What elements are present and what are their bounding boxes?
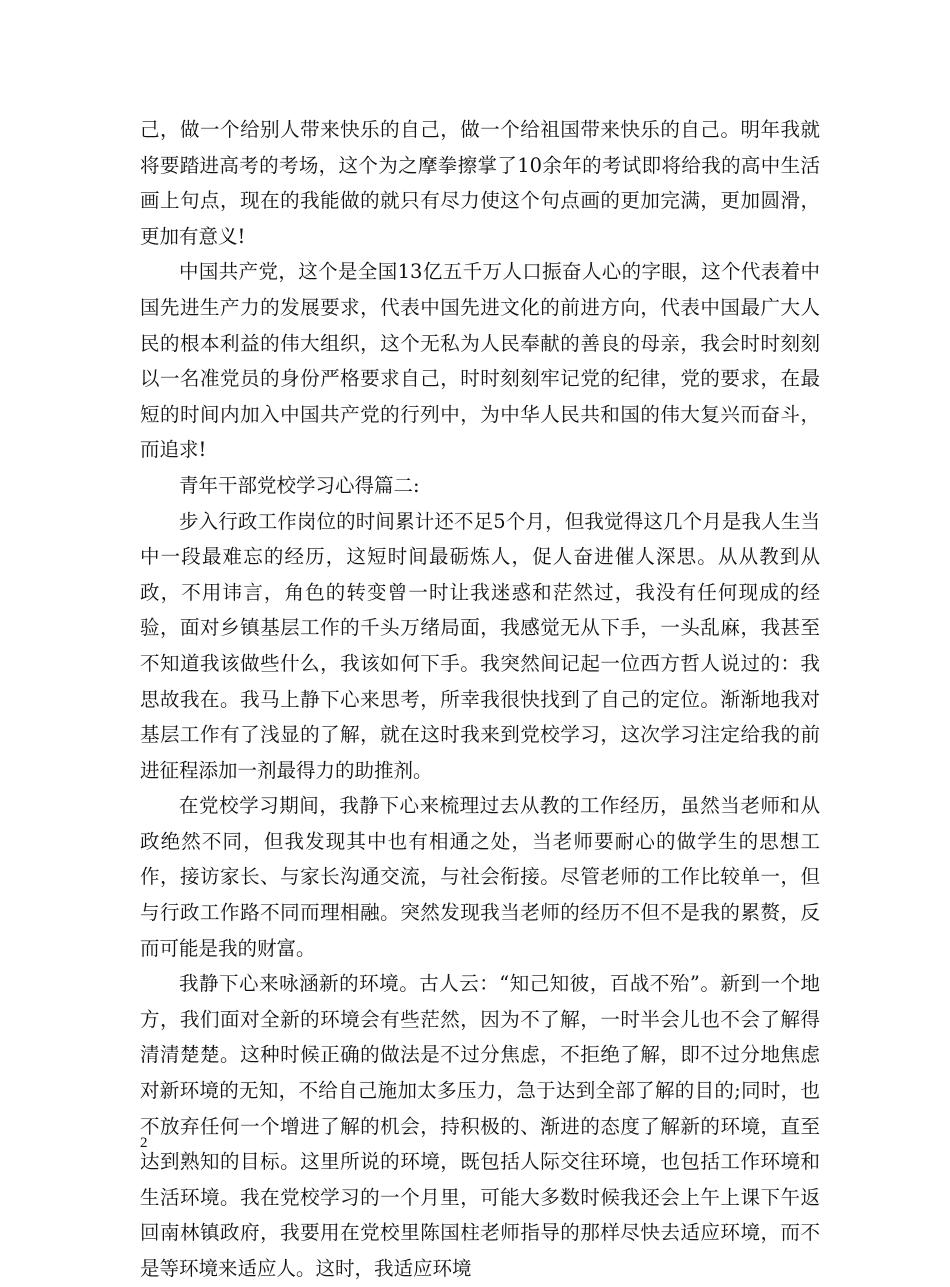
paragraph-continuation: 己，做一个给别人带来快乐的自己，做一个给祖国带来快乐的自己。明年我就将要踏进高考的考场，这个为之摩拳擦掌了10余年的考试即将给我的高中生活画上句点，现在的我能做的就只有尽力使这个句点画的更加完满，更加圆滑，更加有意义! <box>140 118 820 248</box>
paragraph-teacher: 在党校学习期间，我静下心来梳理过去从教的工作经历，虽然当老师和从政绝然不同，但我发现其中也有相通之处，当老师要耐心的做学生的思想工作，接访家长、与家长沟通交流，与社会衔接。尽管老师的工作比较单一，但与行政工作路不同而理相融。突然发现我当老师的经历不但不是我的累赘，反而可能是我的财富。 <box>140 794 820 960</box>
paragraph-entry: 步入行政工作岗位的时间累计还不足5个月，但我觉得这几个月是我人生当中一段最难忘的经历，这短时间最砺炼人，促人奋进催人深思。从从教到从政，不用讳言，角色的转变曾一时让我迷惑和茫然过，我没有任何现成的经验，面对乡镇基层工作的千头万绪局面，我感觉无从下手，一头乱麻，我甚至不知道我该做些什么，我该如何下手。我突然间记起一位西方哲人说过的：我思故我在。我马上静下心来思考，所幸我很快找到了自己的定位。渐渐地我对基层工作有了浅显的了解，就在这时我来到党校学习，这次学习注定给我的前进征程添加一剂最得力的助推剂。 <box>140 509 820 782</box>
document-body <box>140 112 820 1287</box>
section-heading: 青年干部党校学习心得篇二: <box>179 473 420 497</box>
paragraph-party: 中国共产党，这个是全国13亿五千万人口振奋人心的字眼，这个代表着中国先进生产力的发展要求，代表中国先进文化的前进方向，代表中国最广大人民的根本利益的伟大组织，这个无私为人民奉献的善良的母亲，我会时时刻刻以一名准党员的身份严格要求自己，时时刻刻牢记党的纪律，党的要求，在最短的时间内加入中国共产党的行列中，为中华人民共和国的伟大复兴而奋斗，而追求! <box>140 260 820 462</box>
paragraph-environment: 我静下心来咏涵新的环境。古人云：“知己知彼，百战不殆”。新到一个地方，我们面对全新的环境会有些茫然，因为不了解，一时半会儿也不会了解得清清楚楚。这种时候正确的做法是不过分焦虑，不拒绝了解，即不过分地焦虑对新环境的无知，不给自己施加太多压力，急于达到全部了解的目的;同时，也不放弃任何一个增进了解的机会，持积极的、渐进的态度了解新的环境，直至达到熟知的目标。这里所说的环境，既包括人际交往环境，也包括工作环境和生活环境。我在党校学习的一个月里，可能大多数时候我还会上午上课下午返回南林镇政府，我要用在党校里陈国柱老师指导的那样尽快去适应环境，而不是等环境来适应人。这时，我适应环境 <box>140 972 820 1280</box>
page-number: 2 <box>140 1135 148 1151</box>
